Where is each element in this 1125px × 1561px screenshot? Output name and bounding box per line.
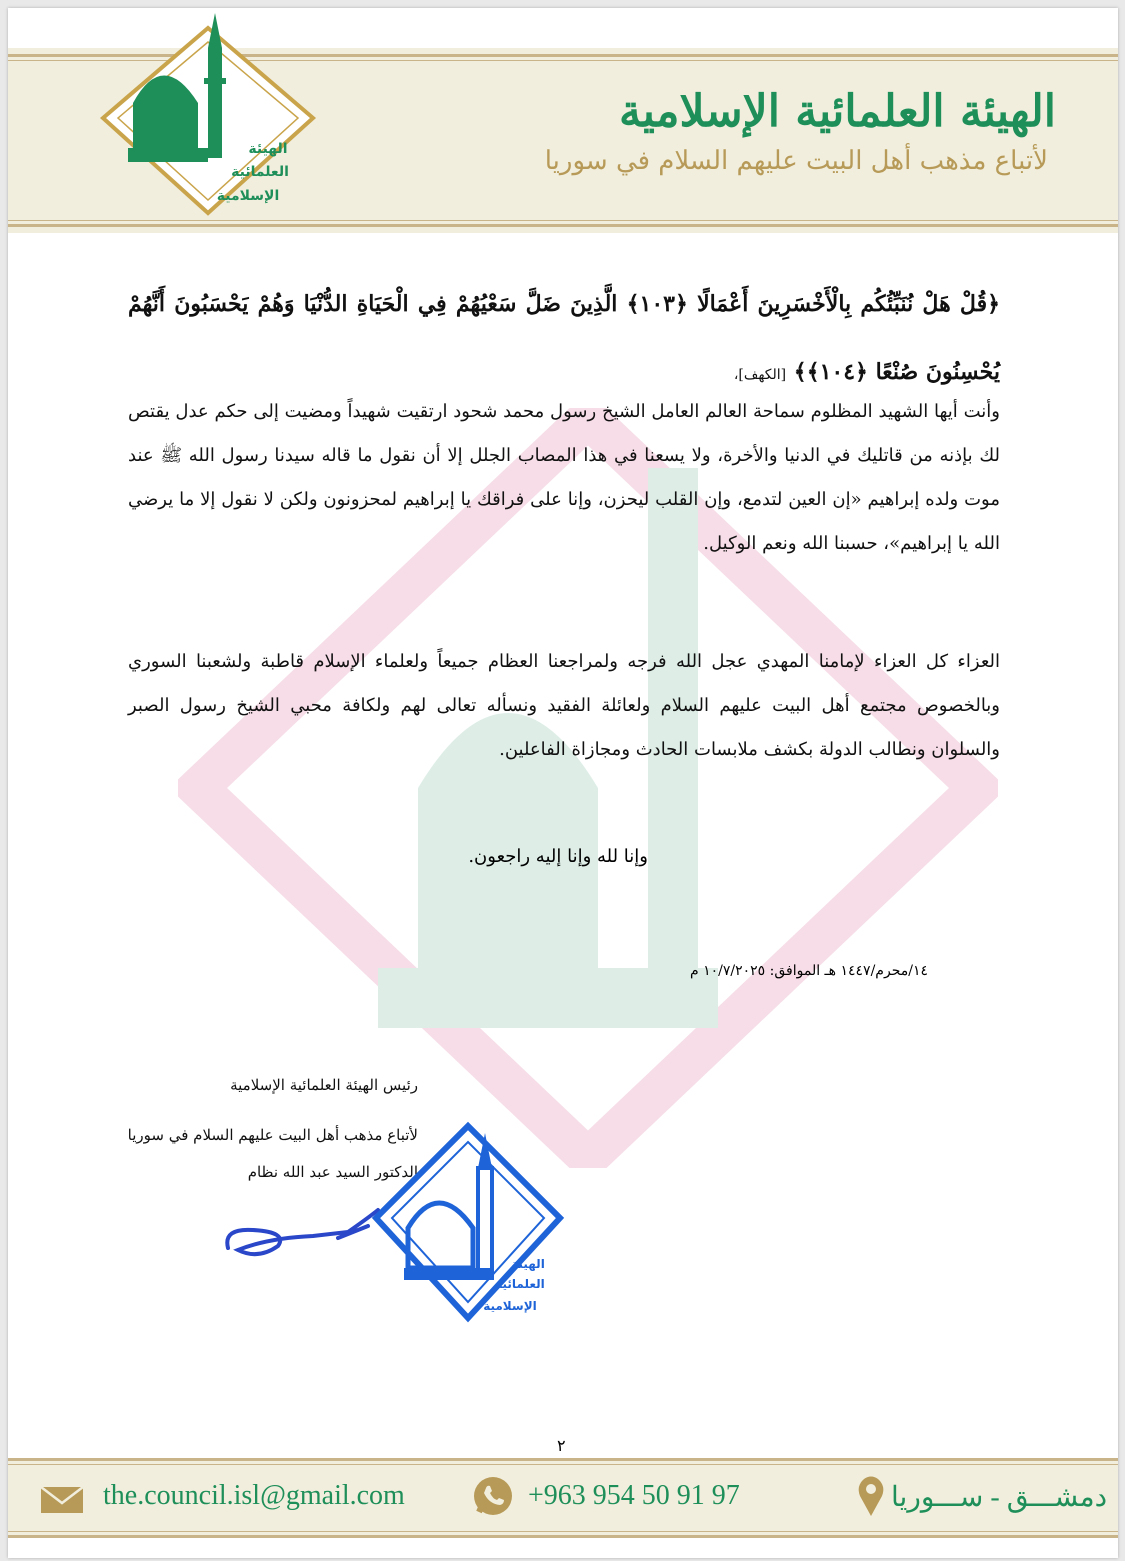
verse-text: ﴿قُلْ هَلْ نُنَبِّئُكُم بِالْأَخْسَرِينَ أَعْمَالًا ﴿١٠٣﴾ الَّذِينَ ضَلَّ سَعْيُهُمْ فِي الْحَيَاةِ الدُّنْيَا وَهُمْ يَحْسَبُونَ أَنَّهُمْ يُحْسِنُونَ صُنْعًا ﴿١٠٤﴾﴾ (128, 291, 1000, 385)
page-number: ٢ (557, 1436, 566, 1455)
letter-footer (8, 1458, 1118, 1538)
stamp-text-1: الهيئة (511, 1257, 545, 1271)
whatsapp-icon (471, 1474, 515, 1518)
footer-phone[interactable]: +963 954 50 91 97 (528, 1480, 740, 1511)
official-stamp (368, 1118, 568, 1328)
footer-address: دمشـــق - ســـوريا (891, 1482, 1108, 1513)
letter-page (8, 8, 1118, 1558)
letter-date: ١٤/محرم/١٤٤٧ هـ الموافق: ١٠/٧/٢٠٢٥ م (690, 963, 928, 979)
org-title: الهيئة العلمائية الإسلامية (619, 86, 1056, 137)
closing-line: وإنا لله وإنا إليه راجعون. (468, 846, 648, 867)
org-subtitle: لأتباع مذهب أهل البيت عليهم السلام في سوريا (544, 146, 1048, 176)
quran-verse (128, 270, 1000, 409)
signer-name: الدكتور السيد عبد الله نظام (247, 1163, 418, 1181)
logo-text-1: الهيئة (248, 141, 288, 157)
signer-title: رئيس الهيئة العلمائية الإسلامية (230, 1076, 418, 1094)
verse-reference: [الكهف]، (733, 367, 787, 383)
logo-text-2: العلمائية (231, 164, 289, 180)
footer-email[interactable]: the.council.isl@gmail.com (103, 1480, 405, 1511)
mail-icon (40, 1486, 84, 1514)
paragraph-1: وأنت أيها الشهيد المظلوم سماحة العالم العامل الشيخ رسول محمد شحود ارتقيت شهيداً ومضيت إلى حكم عدل يقتص لك بإذنه من قاتليك في الدنيا والأخرة، ولا يسعنا في هذا المصاب الجلل إلا أن نقول ما قاله سيدنا رسول الله ﷺ عند موت ولده إبراهيم «إن العين لتدمع، وإن القلب ليحزن، وإنا على فراقك يا إبراهيم لمحزونون ولكن لا نقول إلا ما يرضي الله يا إبراهيم»، حسبنا الله ونعم الوكيل. (128, 401, 1000, 554)
handwritten-signature (218, 1198, 388, 1268)
logo-text-3: الإسلامية (216, 188, 280, 204)
location-pin-icon (856, 1474, 886, 1518)
stamp-text-3: الإسلامية (483, 1299, 537, 1313)
paragraph-2: العزاء كل العزاء لإمامنا المهدي عجل الله فرجه ولمراجعنا العظام جميعاً ولعلماء الإسلام قاطبة ولشعبنا السوري وبالخصوص مجتمع أهل البيت عليهم السلام ولعائلة الفقيد ونسأله تعالى لهم ولكافة محبي الشيخ رسول الصبر والسلوان ونطالب الدولة بكشف ملابسات الحادث ومجازاة الفاعلين. (128, 651, 1000, 760)
org-logo (88, 8, 328, 218)
stamp-text-2: العلمائية (495, 1277, 545, 1291)
signer-org: لأتباع مذهب أهل البيت عليهم السلام في سوريا (127, 1126, 418, 1144)
